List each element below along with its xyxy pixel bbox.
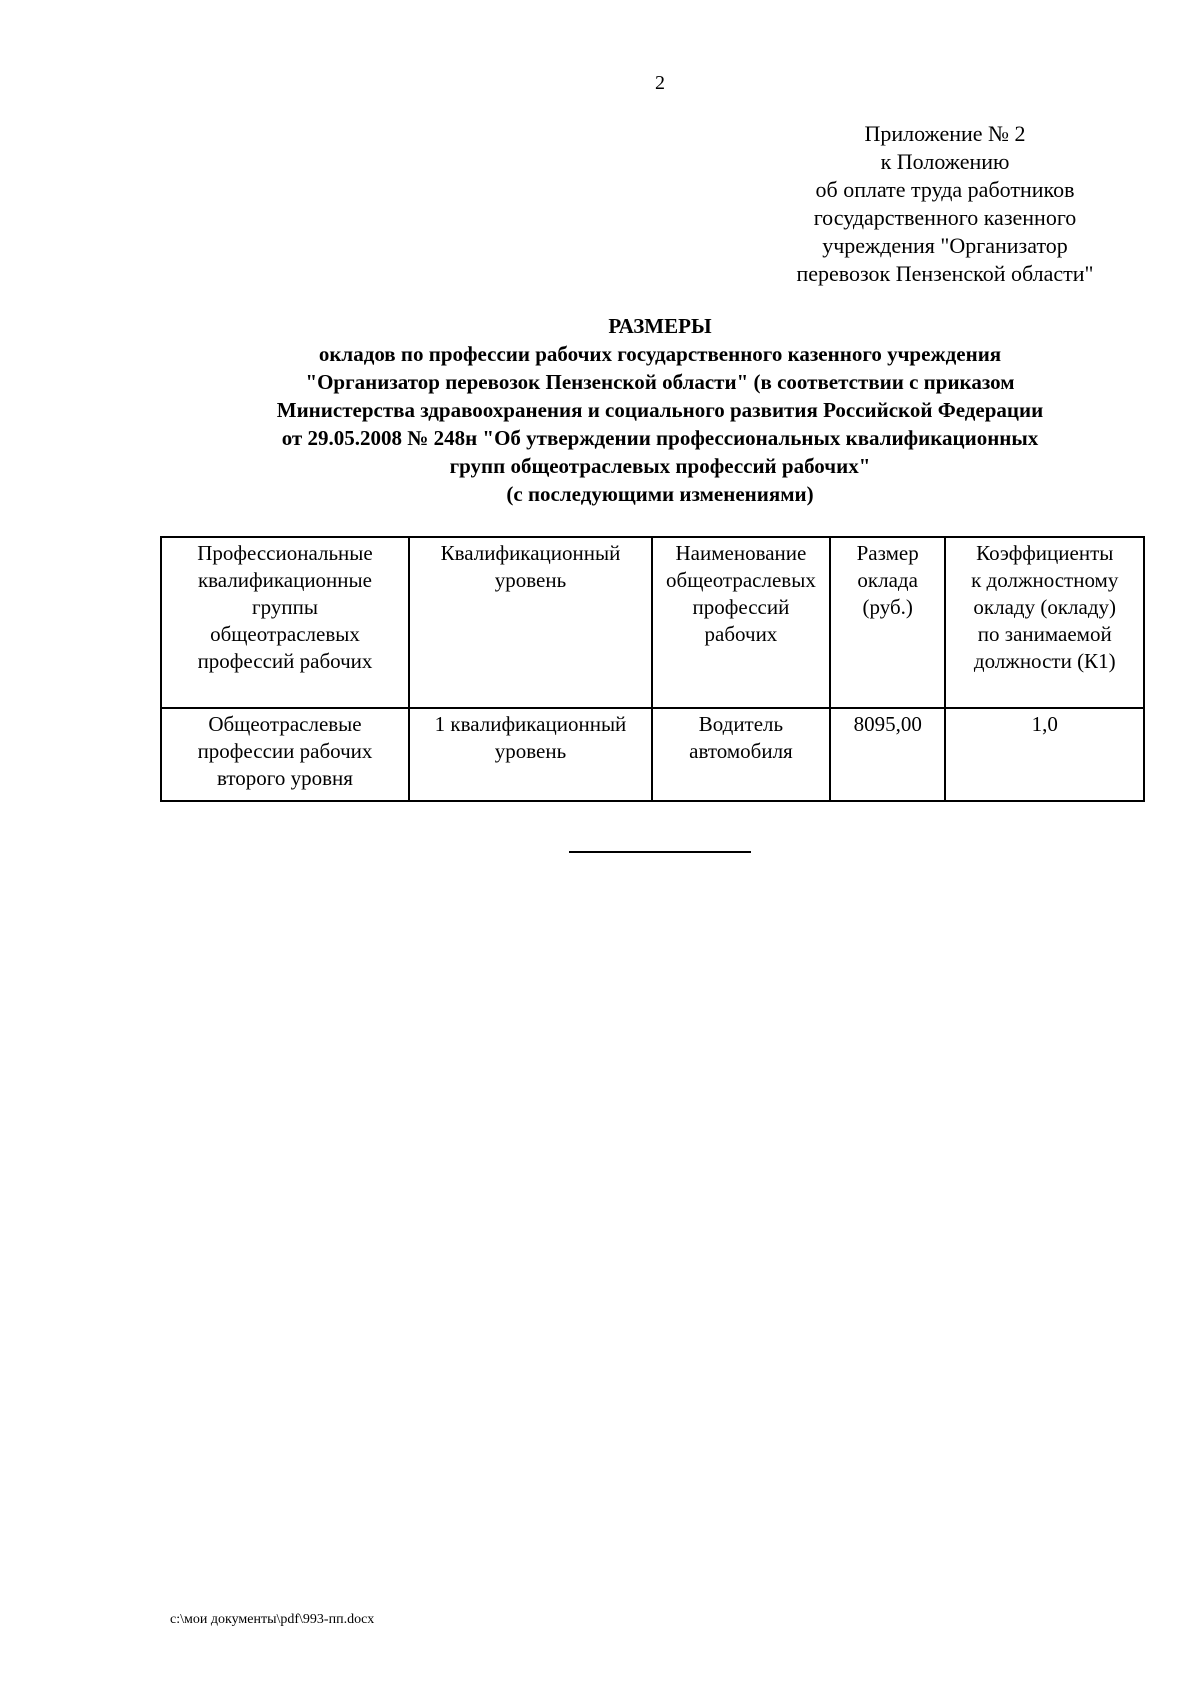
cell-profession-name: Водитель автомобиля <box>652 708 830 801</box>
header-coefficient: Коэффициенты к должностному окладу (окладу) по занимаемой должности (К1) <box>945 537 1144 708</box>
appendix-line: к Положению <box>880 149 1010 174</box>
title-line: (с последующими изменениями) <box>506 482 814 506</box>
header-profession-name: Наименование общеотраслевых профессий рабочих <box>652 537 830 708</box>
end-divider <box>569 851 751 853</box>
footer-file-path: c:\мои документы\pdf\993-пп.docx <box>170 1612 375 1627</box>
title-line: Министерства здравоохранения и социального развития Российской Федерации <box>276 398 1044 422</box>
title-heading: РАЗМЕРЫ <box>608 314 712 338</box>
appendix-line: государственного казенного <box>813 205 1077 230</box>
salary-table <box>160 536 1145 802</box>
appendix-line: учреждения "Организатор <box>822 233 1068 258</box>
appendix-reference <box>760 120 1130 288</box>
appendix-line: Приложение № 2 <box>864 121 1026 146</box>
header-professional-groups: Профессиональные квалификационные группы общеотраслевых профессий рабочих <box>161 537 409 708</box>
cell-professional-group: Общеотраслевые профессии рабочих второго уровня <box>161 708 409 801</box>
cell-qualification-level: 1 квалификационный уровень <box>409 708 652 801</box>
header-salary: Размер оклада (руб.) <box>830 537 946 708</box>
table-row <box>161 708 1144 801</box>
table-header-row <box>161 537 1144 708</box>
appendix-line: об оплате труда работников <box>815 177 1075 202</box>
document-title <box>150 312 1170 508</box>
header-qualification-level: Квалификационный уровень <box>409 537 652 708</box>
title-line: "Организатор перевозок Пензенской области" (в соответствии с приказом <box>305 370 1015 394</box>
page-number: 2 <box>655 72 665 94</box>
cell-coefficient: 1,0 <box>945 708 1144 801</box>
title-line: окладов по профессии рабочих государственного казенного учреждения <box>318 342 1002 366</box>
title-line: от 29.05.2008 № 248н "Об утверждении профессиональных квалификационных <box>281 426 1039 450</box>
cell-salary: 8095,00 <box>830 708 946 801</box>
title-line: групп общеотраслевых профессий рабочих" <box>449 454 871 478</box>
appendix-line: перевозок Пензенской области" <box>796 261 1094 286</box>
